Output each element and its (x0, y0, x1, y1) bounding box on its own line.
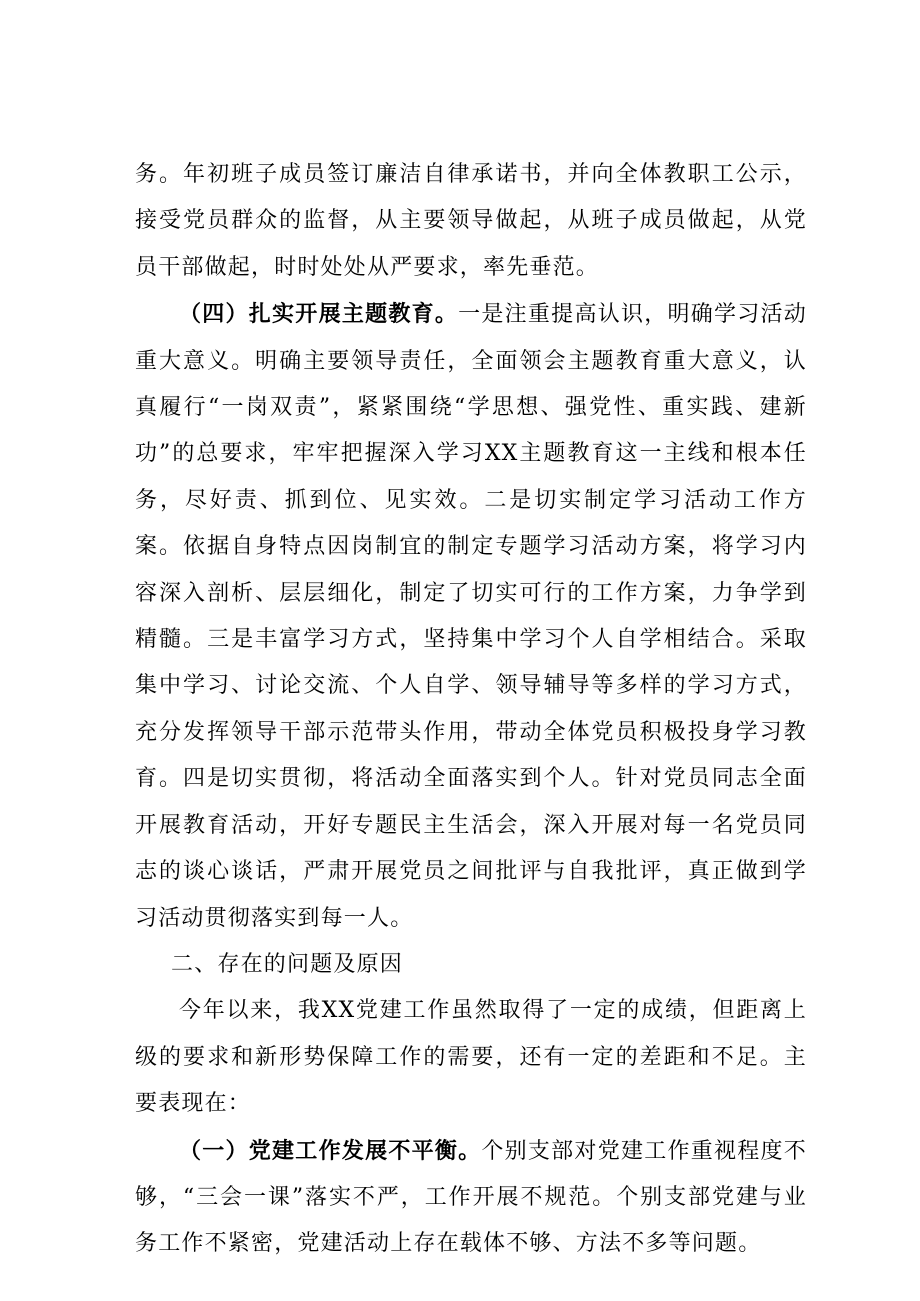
paragraph-text: 个别支部对党建工作重视程度不够，“三会一课”落实不严，工作开展不规范。个别支部党建与业务工作不紧密，党建活动上存在载体不够、方法不多等问题。 (135, 1138, 807, 1257)
section-heading-problems (135, 942, 807, 988)
paragraph-continuation (135, 152, 807, 291)
section-heading-text: 二、存在的问题及原因 (171, 951, 404, 977)
subsection-heading-four: （四）扎实开展主题教育。 (179, 301, 459, 328)
paragraph-text: 今年以来，我XX党建工作虽然取得了一定的成绩，但距离上级的要求和新形势保障工作的需要，还有一定的差距和不足。主要表现在： (135, 998, 807, 1117)
paragraph-unbalanced-development (135, 1128, 807, 1268)
paragraph-text: 务。年初班子成员签订廉洁自律承诺书，并向全体教职工公示，接受党员群众的监督，从主要领导做起，从班子成员做起，从党员干部做起，时时处处从严要求，率先垂范。 (135, 162, 807, 280)
paragraph-text: 一是注重提高认识，明确学习活动重大意义。明确主要领导责任，全面领会主题教育重大意义，认真履行“一岗双责”，紧紧围绕“学思想、强党性、重实践、建新功”的总要求，牢牢把握深入学习XX主题教育这一主线和根本任务，尽好责、抓到位、见实效。二是切实制定学习活动工作方案。依据自身特点因岗制宜的制定专题学习活动方案，将学习内容深入剖析、层层细化，制定了切实可行的工作方案，力争学到精髓。三是丰富学习方式，坚持集中学习个人自学相结合。采取集中学习、讨论交流、个人自学、领导辅导等多样的学习方式，充分发挥领导干部示范带头作用，带动全体党员积极投身学习教育。四是切实贯彻，将活动全面落实到个人。针对党员同志全面开展教育活动，开好专题民主生活会，深入开展对每一名党员同志的谈心谈话，严肃开展党员之间批评与自我批评，真正做到学习活动贯彻落实到每一人。 (135, 302, 807, 931)
subsection-heading-one: （一）党建工作发展不平衡。 (179, 1137, 482, 1164)
document-body (135, 152, 807, 1268)
paragraph-problems-intro (135, 988, 807, 1127)
paragraph-theme-education (135, 291, 807, 942)
